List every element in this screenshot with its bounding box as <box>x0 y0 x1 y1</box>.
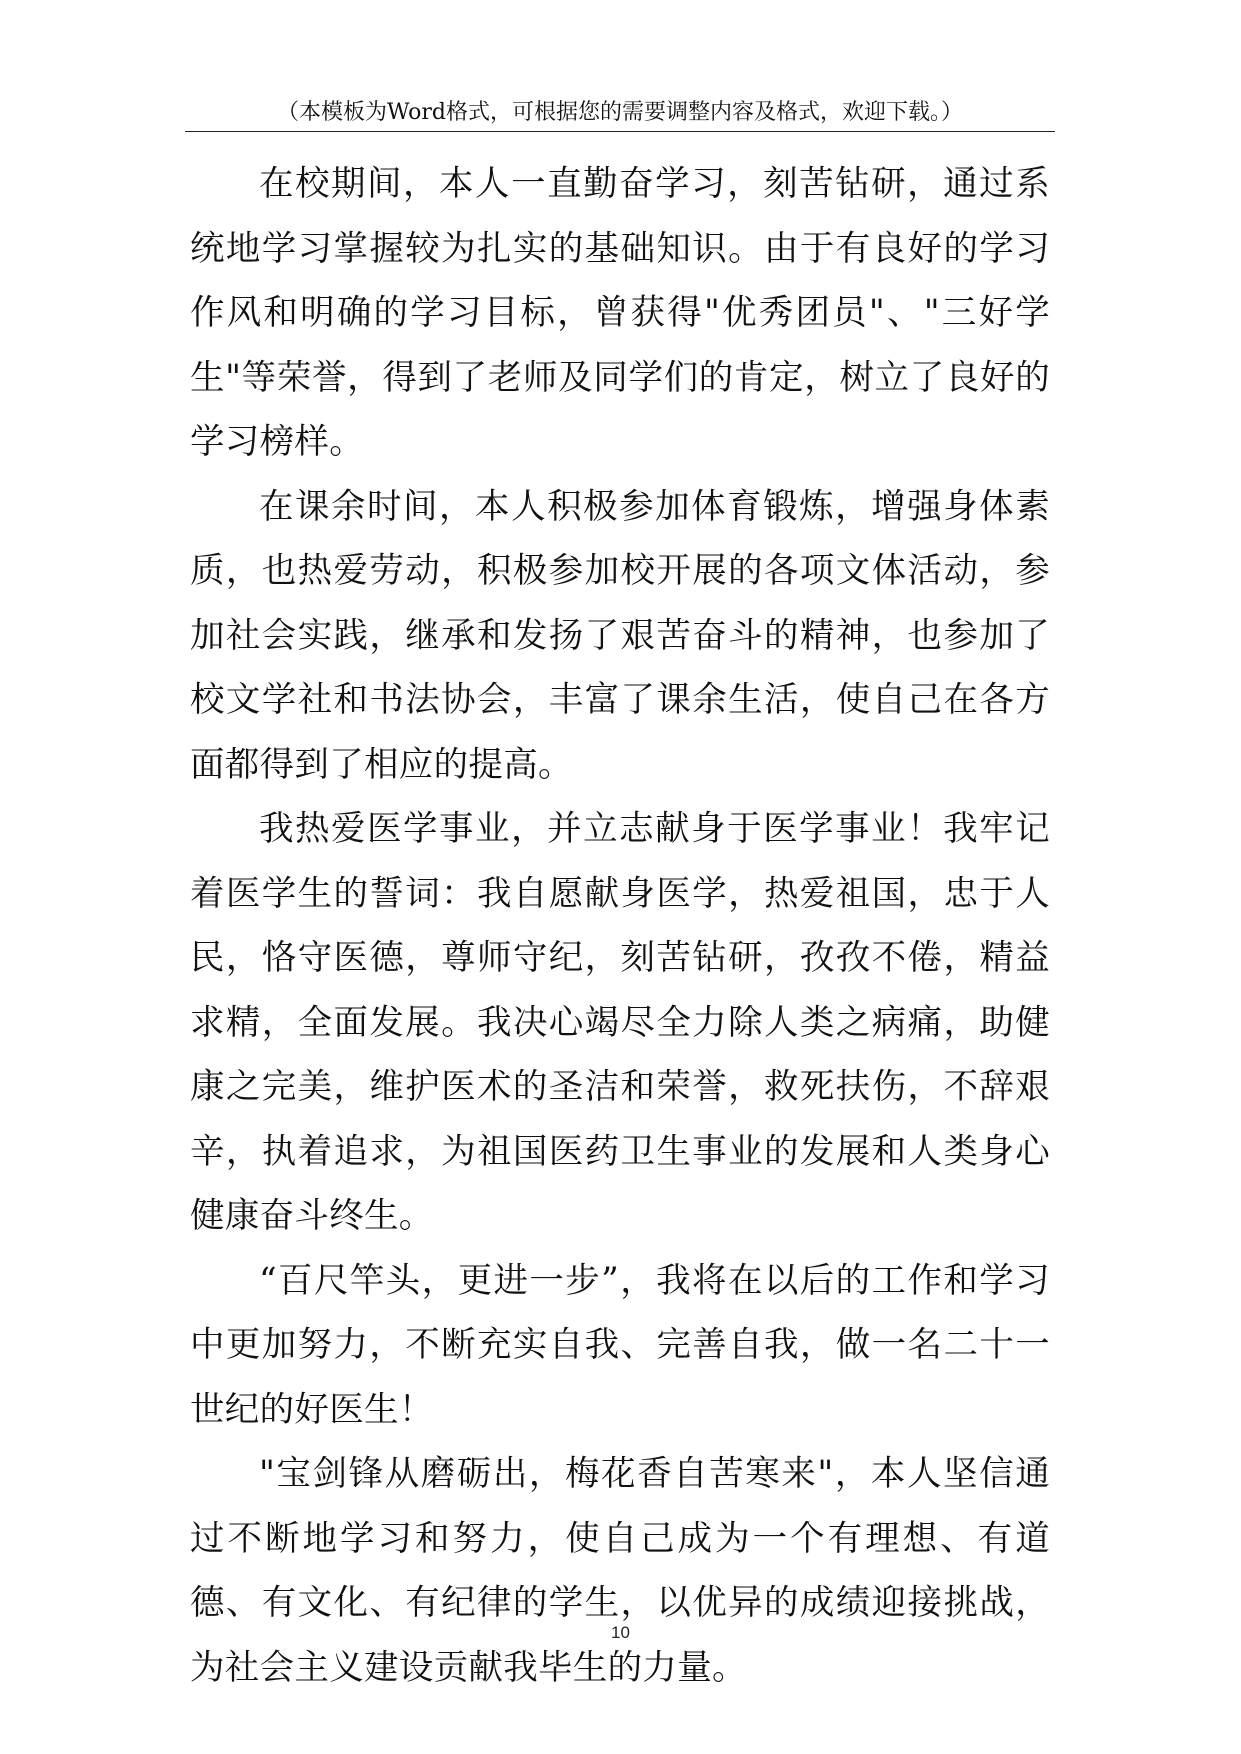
document-body <box>190 152 1050 1700</box>
paragraph-progress: “百尺竿头，更进一步”，我将在以后的工作和学习中更加努力，不断充实自我、完善自我，做一名二十一世纪的好医生！ <box>190 1260 1050 1430</box>
paragraph-closing: "宝剑锋从磨砺出，梅花香自苦寒来"，本人坚信通过不断地学习和努力，使自己成为一个有理想、有道德、有文化、有纪律的学生，以优异的成绩迎接挑战，为社会主义建设贡献我毕生的力量。 <box>190 1454 1050 1688</box>
paragraph-study: 在校期间，本人一直勤奋学习，刻苦钻研，通过系统地学习掌握较为扎实的基础知识。由于有良好的学习作风和明确的学习目标，曾获得"优秀团员"、"三好学生"等荣誉，得到了老师及同学们的肯定，树立了良好的学习榜样。 <box>190 164 1050 462</box>
template-note-header: （本模板为Word格式，可根据您的需要调整内容及格式，欢迎下载。） <box>277 100 963 125</box>
page-number: 10 <box>611 1623 630 1642</box>
paragraph-extracurricular: 在课余时间，本人积极参加体育锻炼，增强身体素质，也热爱劳动，积极参加校开展的各项文体活动，参加社会实践，继承和发扬了艰苦奋斗的精神，也参加了校文学社和书法协会，丰富了课余生活，使自己在各方面都得到了相应的提高。 <box>190 486 1050 785</box>
header-divider <box>185 131 1055 132</box>
paragraph-medical-oath: 我热爱医学事业，并立志献身于医学事业！我牢记着医学生的誓词：我自愿献身医学，热爱祖国，忠于人民，恪守医德，尊师守纪，刻苦钻研，孜孜不倦，精益求精，全面发展。我决心竭尽全力除人类之病痛，助健康之完美，维护医术的圣洁和荣誉，救死扶伤，不辞艰辛，执着追求，为祖国医药卫生事业的发展和人类身心健康奋斗终生。 <box>190 809 1050 1236</box>
